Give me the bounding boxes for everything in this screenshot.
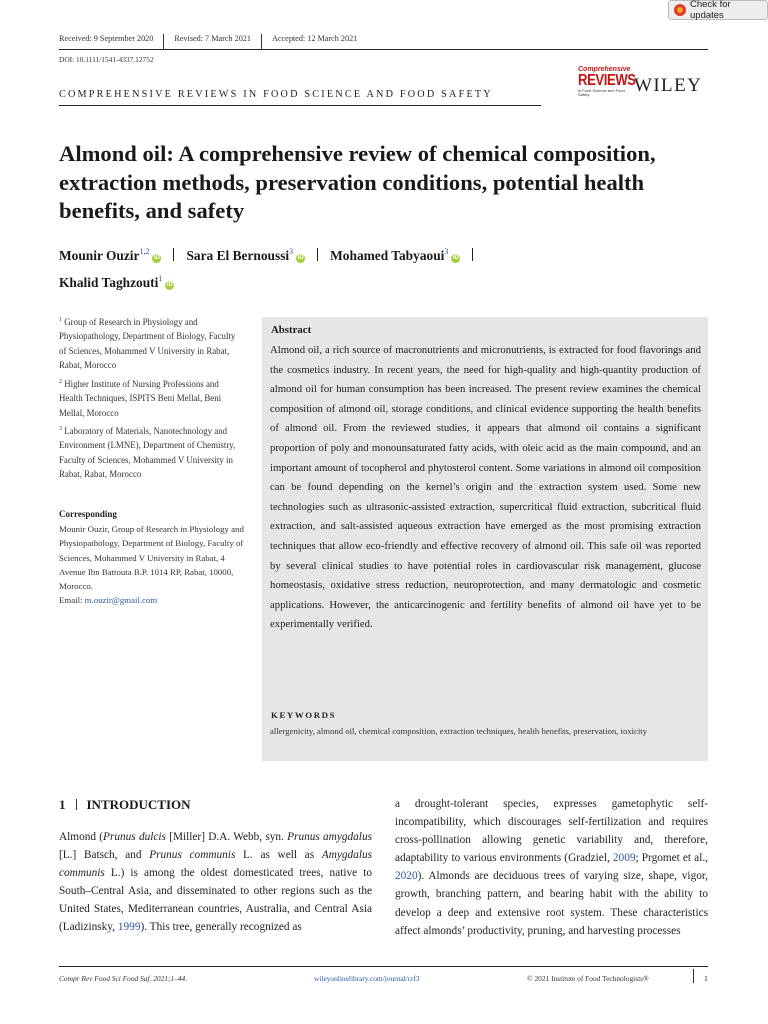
abstract-heading: Abstract [271,324,312,336]
section-heading: 1 INTRODUCTION [59,797,191,812]
author-affil-sup[interactable]: 1,2 [139,247,150,256]
orcid-icon[interactable]: iD [166,282,173,288]
author-divider [472,248,473,261]
footer-divider [693,969,694,983]
corresponding-heading: Corresponding [59,509,117,519]
citation-link[interactable]: 2009 [612,852,636,865]
author-name[interactable]: Khalid Taghzouti [59,275,159,290]
affiliation: $^2$ Higher Institute of Nursing Professions and Health Techniques, ISPITS Beni Mellal, Beni Mellal, Morocco [59,379,222,418]
author-name[interactable]: Mounir Ouzir [59,248,140,263]
author-list [59,240,739,294]
keywords-heading: KEYWORDS [271,710,337,720]
date-divider [261,34,262,50]
orcid-icon[interactable]: iD [452,255,459,261]
journal-name: COMPREHENSIVE REVIEWS IN FOOD SCIENCE AND FOOD SAFETY [59,89,493,100]
author-name[interactable]: Sara El Bernoussi [186,248,290,263]
author-divider [317,248,318,261]
received-date: Received: 9 September 2020 [59,34,154,43]
revised-date: Revised: 7 March 2021 [174,34,251,43]
date-divider [163,34,164,50]
accepted-date: Accepted: 12 March 2021 [272,34,358,43]
citation-link[interactable]: 2020 [395,870,418,883]
abstract-text: Almond oil, a rich source of macronutrients and micronutrients, is extracted for food flavorings and the cosmetics industry. In recent years, the need for high-quality and high-quantity production of almond oil for human consumption has been increased. The present review examines the chemical composition of almond oil, storage conditions, and clinical evidence supporting the health benefits of almond oil. From the reviewed studies, it appears that almond oil contains a significant proportion of poly and monounsaturated fatty acids, with oleic acid as the main compound, and an important amount of tocopherol and phytosterol content. Some variations in almond oil composition can be found depending on the kernel’s origin and the extraction system used. Some new technologies such as ultrasonic-assisted extraction, supercritical fluid extraction, subcritical fluid extraction, and salt-assisted aqueous extraction have emerged as the most promising extraction techniques that allow eco-friendly and effective recovery of almond oil. This safe oil was reported by several clinical studies to have potential roles in cardiovascular risk management, glucose homeostasis, oxidative stress reduction, neuroprotection, and many dermatologic and cosmetic applications. However, the anticarcinogenic and fertility benefits of almond oil have yet to be experimentally verified. [270,344,701,631]
wiley-logo: WILEY [634,75,703,96]
footer-copyright: © 2021 Institute of Food Technologists® [527,974,649,983]
crossmark-icon [674,4,686,16]
affiliation: $^1$ Group of Research in Physiology and Physiopathology, Department of Biology, Faculty of Sciences, Mohammed V University in Rabat, Rabat, Morocco [59,317,236,370]
intro-right-column: a drought-tolerant species, expresses gametophytic self-incompatibility, which discourages self-fertilization and requires cross-pollination allowing genetic variability and, therefore, adaptability to various environments (Gradziel, 2009; Prgomet et al., 2020). Almonds are deciduous trees of varying size, shape, vigor, growth, branching pattern, and bearing habit with the ability to develop a deep and extensive root system. These characteristics affect almonds’ productivity, pruning, and harvesting processes [395,798,708,937]
affiliation: $^3$ Laboratory of Materials, Nanotechnology and Environment (LMNE), Department of Chemistry, Faculty of Sciences, Mohammed V University in Rabat, Rabat, Morocco [59,426,236,479]
check-for-updates-label: Check for updates [690,0,731,21]
page-number: 1 [704,974,708,983]
author-affil-sup[interactable]: 1 [158,274,163,283]
author-affil-sup[interactable]: 3 [444,247,449,256]
intro-left-column: Almond (Prunus dulcis [Miller] D.A. Webb, syn. Prunus amygdalus [L.] Batsch, and Prunus communis L. as well as Amygdalus communis L.) is among the oldest domesticated trees, native to South–Central Asia, and disseminated to other regions such as the United States, Mediterranean countries, Australia, and Central Asia (Ladizinsky, 1999). This tree, generally recognized as [59,831,372,934]
corresponding-author: Mounir Ouzir, Group of Research in Physiology and Physiopathology, Department of Biology, Faculty of Sciences, Mohammed V University in Rabat, 4 Avenue Ibn Battouta B.P. 1014 RP, Rabat, 10000, Morocco. Email: m.ouzir@gmail.com [59,524,244,606]
header-rule [59,49,708,50]
check-for-updates-button[interactable] [668,0,768,20]
email-link[interactable]: m.ouzir@gmail.com [84,595,158,606]
author-name[interactable]: Mohamed Tabyaoui [330,248,445,263]
author-divider [173,248,174,261]
journal-rule [59,105,541,106]
keywords-text: allergenicity, almond oil, chemical composition, extraction techniques, health benefits, preservation, toxicity [270,726,648,736]
footer-url-link[interactable]: wileyonlinelibrary.com/journal/crf3 [314,974,420,983]
doi: DOI: 10.1111/1541-4337.12752 [59,55,154,64]
article-title: Almond oil: A comprehensive review of chemical composition, extraction methods, preservation conditions, potential health benefits, and safety [59,141,656,223]
orcid-icon[interactable]: iD [297,255,304,261]
footer-rule [59,966,708,967]
author-affil-sup[interactable]: 3 [289,247,294,256]
citation-link[interactable]: 1999 [117,921,141,934]
footer-citation: Compr Rev Food Sci Food Saf. 2021;1–44. [59,974,188,983]
orcid-icon[interactable]: iD [153,255,160,261]
crfs-logo: Comprehensive REVIEWS in Food Science and Food Safety [578,66,636,97]
